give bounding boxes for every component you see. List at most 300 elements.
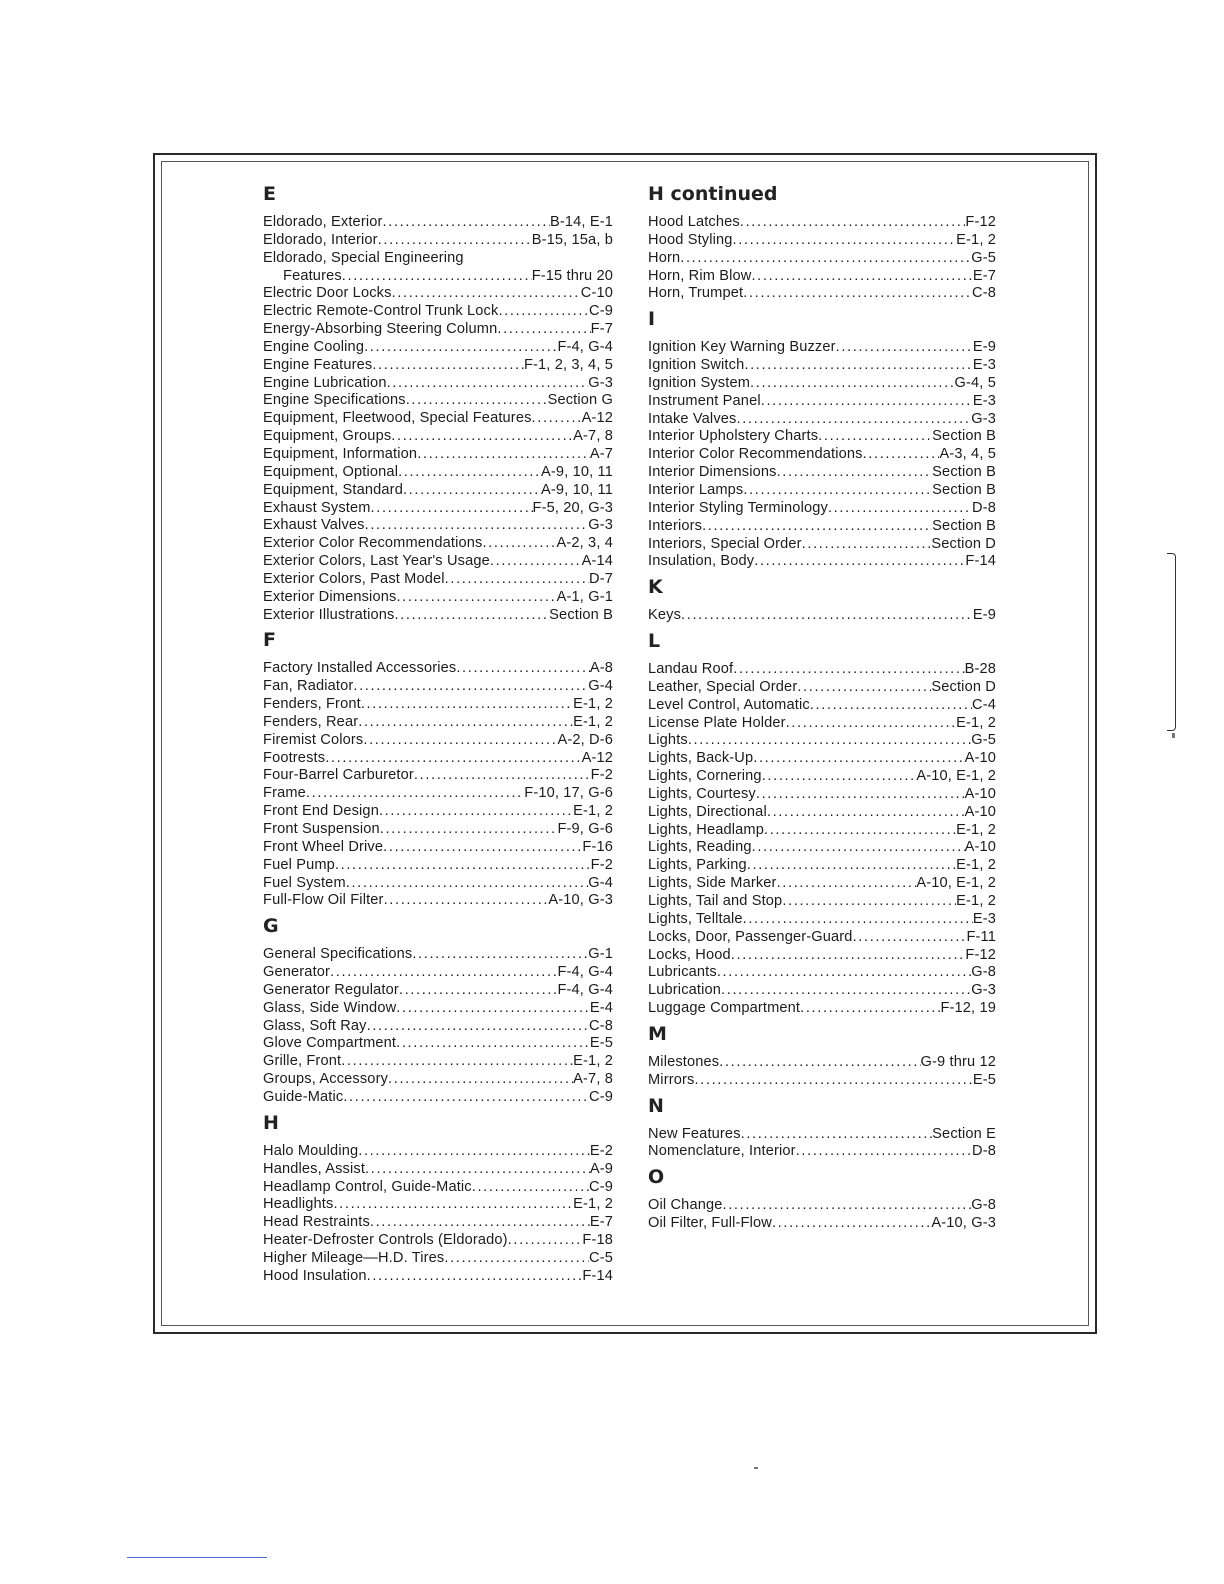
index-term: Glass, Side Window xyxy=(263,999,397,1016)
index-entry xyxy=(263,410,613,428)
index-entry xyxy=(263,357,613,375)
dot-leader xyxy=(365,1161,590,1179)
index-term: Handles, Assist xyxy=(263,1160,366,1177)
index-page-ref: Section D xyxy=(931,535,996,552)
section-letter-n: N xyxy=(648,1094,664,1117)
index-entry xyxy=(263,1089,613,1107)
index-page-ref: A-7 xyxy=(589,445,613,462)
index-page-ref: E-3 xyxy=(972,357,996,374)
index-term: Exterior Colors, Last Year's Usage xyxy=(263,553,490,570)
dot-leader xyxy=(772,1215,931,1233)
section-letter-o: O xyxy=(648,1166,665,1189)
index-page-ref: F-14 xyxy=(965,553,996,570)
scan-edge-line xyxy=(127,1557,267,1558)
index-entry xyxy=(263,268,613,286)
index-entry xyxy=(648,268,996,286)
index-page-ref: A-14 xyxy=(581,553,613,570)
index-term: Fenders, Rear xyxy=(263,713,359,730)
index-term: Grille, Front xyxy=(263,1053,342,1070)
index-term: Fuel Pump xyxy=(263,856,335,873)
index-term: Features xyxy=(283,267,342,284)
index-term: Interior Styling Terminology xyxy=(648,499,828,516)
index-entry xyxy=(648,446,996,464)
index-term: Interior Lamps xyxy=(648,481,744,498)
dot-leader xyxy=(802,536,932,554)
index-term: Lights, Telltale xyxy=(648,910,743,927)
dot-leader xyxy=(358,1143,590,1161)
index-page-ref: E-1, 2 xyxy=(573,803,613,820)
index-term: Exhaust Valves xyxy=(263,517,365,534)
index-page-ref: A-7, 8 xyxy=(573,1071,613,1088)
index-page-ref: F-10, 17, G-6 xyxy=(524,785,613,802)
index-entry xyxy=(263,1268,613,1286)
index-entry xyxy=(263,732,613,750)
index-page-ref: E-9 xyxy=(972,607,996,624)
index-term: Electric Door Locks xyxy=(263,285,392,302)
index-term: Engine Cooling xyxy=(263,338,365,355)
index-page-ref: E-1, 2 xyxy=(956,821,996,838)
dot-leader xyxy=(681,607,973,625)
index-term: Guide-Matic xyxy=(263,1088,344,1105)
index-page-ref: A-10 xyxy=(964,750,996,767)
index-page-ref: D-8 xyxy=(972,1143,996,1160)
index-page-ref: A-10, E-1, 2 xyxy=(916,875,996,892)
index-page-ref: F-11 xyxy=(966,928,996,945)
dot-leader xyxy=(836,339,973,357)
index-entry xyxy=(263,428,613,446)
dot-leader xyxy=(341,1053,573,1071)
dot-leader xyxy=(743,911,973,929)
index-page-ref: A-10, G-3 xyxy=(931,1215,996,1232)
index-term: Halo Moulding xyxy=(263,1142,359,1159)
index-term: Four-Barrel Carburetor xyxy=(263,767,414,784)
index-term: Interior Dimensions xyxy=(648,464,777,481)
dot-leader xyxy=(482,535,556,553)
dot-leader xyxy=(372,357,524,375)
index-entry xyxy=(263,1035,613,1053)
index-page-ref: E-1, 2 xyxy=(956,857,996,874)
index-entry xyxy=(648,964,996,982)
index-entry xyxy=(263,321,613,339)
index-page-ref: F-4, G-4 xyxy=(557,981,613,998)
index-page-ref: Section E xyxy=(932,1125,996,1142)
dot-leader xyxy=(743,285,972,303)
index-page-ref: A-2, 3, 4 xyxy=(556,535,613,552)
index-page-ref: C-4 xyxy=(972,696,996,713)
index-entry xyxy=(263,1179,613,1197)
dot-leader xyxy=(396,1035,590,1053)
index-term: Fan, Radiator xyxy=(263,678,354,695)
index-entry xyxy=(263,1214,613,1232)
dot-leader xyxy=(702,518,932,536)
dot-leader xyxy=(343,1089,589,1107)
index-entry xyxy=(263,517,613,535)
index-entry xyxy=(648,214,996,232)
index-term: Full-Flow Oil Filter xyxy=(263,892,384,909)
index-entry xyxy=(263,1000,613,1018)
index-page-ref: F-14 xyxy=(582,1267,613,1284)
index-term: Leather, Special Order xyxy=(648,678,798,695)
index-entry xyxy=(263,1143,613,1161)
dot-leader xyxy=(863,446,940,464)
index-entry xyxy=(648,1054,996,1072)
index-term: Exterior Colors, Past Model xyxy=(263,570,445,587)
dot-leader xyxy=(497,321,590,339)
index-entry xyxy=(648,1215,996,1233)
dot-leader xyxy=(828,500,972,518)
index-term: Interior Color Recommendations xyxy=(648,446,863,463)
index-entry xyxy=(648,250,996,268)
dot-leader xyxy=(818,428,932,446)
index-term: Interior Upholstery Charts xyxy=(648,428,819,445)
index-term: Equipment, Groups xyxy=(263,428,392,445)
dot-leader xyxy=(342,268,532,286)
index-page-ref: C-9 xyxy=(589,1178,613,1195)
dot-leader xyxy=(752,839,965,857)
margin-bracket-mark xyxy=(1167,553,1176,731)
index-entry xyxy=(263,1196,613,1214)
index-entry xyxy=(648,1197,996,1215)
index-term: Level Control, Automatic xyxy=(648,696,810,713)
index-entry xyxy=(648,911,996,929)
index-page-ref: G-3 xyxy=(971,410,996,427)
index-page-ref: E-7 xyxy=(972,267,996,284)
index-page-ref: G-4 xyxy=(588,874,613,891)
index-entry xyxy=(263,1161,613,1179)
dot-leader xyxy=(719,1054,920,1072)
index-entry xyxy=(648,1143,996,1161)
dot-leader xyxy=(764,822,956,840)
index-term: Lights, Side Marker xyxy=(648,875,777,892)
dot-leader xyxy=(731,947,966,965)
index-term: Exterior Color Recommendations xyxy=(263,535,483,552)
dot-leader xyxy=(498,303,589,321)
index-page-ref: Section B xyxy=(932,517,996,534)
index-entry xyxy=(263,785,613,803)
dot-leader xyxy=(782,893,956,911)
dot-leader xyxy=(733,232,957,250)
dot-leader xyxy=(391,428,573,446)
index-entry xyxy=(263,250,613,268)
index-page-ref: C-8 xyxy=(589,1017,613,1034)
index-entry xyxy=(648,786,996,804)
dot-leader xyxy=(387,375,589,393)
index-term: Ignition System xyxy=(648,374,751,391)
index-entry xyxy=(263,767,613,785)
index-term: Equipment, Optional xyxy=(263,463,399,480)
index-term: Front End Design xyxy=(263,803,379,820)
index-page-ref: E-4 xyxy=(589,999,613,1016)
section-letter-i: I xyxy=(648,308,656,331)
index-entry xyxy=(263,553,613,571)
dot-leader xyxy=(751,268,972,286)
index-entry xyxy=(648,464,996,482)
index-entry xyxy=(263,1053,613,1071)
index-entry xyxy=(263,875,613,893)
index-page-ref: F-7 xyxy=(590,321,613,338)
dot-leader xyxy=(532,410,582,428)
section-letter-h-continued: H continued xyxy=(648,183,778,205)
dot-leader xyxy=(472,1179,589,1197)
index-term: Lights, Directional xyxy=(648,803,767,820)
dot-leader xyxy=(754,553,965,571)
index-term: Equipment, Fleetwood, Special Features xyxy=(263,410,532,427)
index-page-ref: A-12 xyxy=(581,749,613,766)
index-entry xyxy=(648,553,996,571)
index-page-ref: B-28 xyxy=(964,661,996,678)
dot-leader xyxy=(398,464,541,482)
scan-speck xyxy=(754,1467,758,1469)
index-term: Headlamp Control, Guide-Matic xyxy=(263,1178,472,1195)
dot-leader xyxy=(723,1197,972,1215)
index-page-ref: A-9 xyxy=(589,1160,613,1177)
index-page-ref: G-1 xyxy=(588,946,613,963)
dot-leader xyxy=(333,1196,573,1214)
index-page-ref: F-16 xyxy=(582,838,613,855)
dot-leader xyxy=(747,857,956,875)
index-page-ref: G-5 xyxy=(971,732,996,749)
index-entry xyxy=(648,822,996,840)
dot-leader xyxy=(796,1143,972,1161)
index-term: Lights, Cornering xyxy=(648,768,762,785)
index-term: Landau Roof xyxy=(648,661,734,678)
index-page-ref: C-10 xyxy=(580,285,613,302)
index-page-ref: A-3, 4, 5 xyxy=(939,446,996,463)
index-entry xyxy=(648,1072,996,1090)
index-term: Groups, Accessory xyxy=(263,1071,389,1088)
dot-leader xyxy=(741,1126,933,1144)
dot-leader xyxy=(810,697,972,715)
index-entry xyxy=(263,892,613,910)
index-term: Horn, Rim Blow xyxy=(648,267,752,284)
index-term: Ignition Switch xyxy=(648,357,745,374)
index-page-ref: E-1, 2 xyxy=(573,713,613,730)
index-page-ref: Section B xyxy=(932,481,996,498)
index-term: Lubricants xyxy=(648,964,717,981)
index-entry xyxy=(263,482,613,500)
index-term: Oil Filter, Full-Flow xyxy=(648,1215,772,1232)
index-entry xyxy=(648,1000,996,1018)
dot-leader xyxy=(762,768,917,786)
index-page-ref: C-8 xyxy=(972,285,996,302)
index-page-ref: F-18 xyxy=(582,1232,613,1249)
index-entry xyxy=(648,1126,996,1144)
index-term: Engine Lubrication xyxy=(263,374,387,391)
dot-leader xyxy=(853,929,967,947)
dot-leader xyxy=(797,679,931,697)
index-entry xyxy=(648,285,996,303)
index-entry xyxy=(263,1250,613,1268)
index-entry xyxy=(648,428,996,446)
index-page-ref: E-9 xyxy=(972,339,996,356)
index-entry xyxy=(648,482,996,500)
dot-leader xyxy=(367,1018,589,1036)
index-entry xyxy=(263,589,613,607)
index-term: Luggage Compartment xyxy=(648,1000,801,1017)
index-term: Lights, Back-Up xyxy=(648,750,754,767)
index-page-ref: D-8 xyxy=(972,499,996,516)
index-term: Engine Features xyxy=(263,356,373,373)
dot-leader xyxy=(379,803,573,821)
index-term: Nomenclature, Interior xyxy=(648,1143,796,1160)
dot-leader xyxy=(335,857,591,875)
index-entry xyxy=(648,518,996,536)
dot-leader xyxy=(490,553,582,571)
index-term: Milestones xyxy=(648,1053,720,1070)
dot-leader xyxy=(680,250,971,268)
index-term: Intake Valves xyxy=(648,410,737,427)
index-page-ref: G-3 xyxy=(588,517,613,534)
index-entry xyxy=(263,678,613,696)
dot-leader xyxy=(721,982,971,1000)
index-entry xyxy=(263,857,613,875)
dot-leader xyxy=(761,393,973,411)
index-term: Lights, Tail and Stop xyxy=(648,893,783,909)
dot-leader xyxy=(750,375,955,393)
index-entry xyxy=(648,732,996,750)
index-column-right xyxy=(648,176,996,1233)
dot-leader xyxy=(694,1072,972,1090)
index-page-ref: E-1, 2 xyxy=(573,1053,613,1070)
index-entry xyxy=(648,750,996,768)
dot-leader xyxy=(800,1000,940,1018)
index-entry xyxy=(263,946,613,964)
index-page-ref: E-1, 2 xyxy=(573,696,613,713)
index-entry xyxy=(648,607,996,625)
index-entry xyxy=(263,607,613,625)
section-letter-h: H xyxy=(263,1111,279,1134)
index-entry xyxy=(263,803,613,821)
index-term: Interiors xyxy=(648,517,703,534)
index-entry xyxy=(263,500,613,518)
dot-leader xyxy=(306,785,524,803)
index-page-ref: F-1, 2, 3, 4, 5 xyxy=(523,356,613,373)
index-page-ref: F-4, G-4 xyxy=(557,964,613,981)
index-page-ref: F-2 xyxy=(590,856,613,873)
index-entry xyxy=(263,339,613,357)
dot-leader xyxy=(456,660,589,678)
index-page-ref: Section B xyxy=(932,464,996,481)
index-term: Lights, Headlamp xyxy=(648,821,764,838)
dot-leader xyxy=(688,732,971,750)
index-entry xyxy=(263,214,613,232)
index-page-ref: G-8 xyxy=(971,1197,996,1214)
index-page-ref: F-5, 20, G-3 xyxy=(532,499,613,516)
index-term: Headlights xyxy=(263,1196,334,1213)
index-term: Lights, Parking xyxy=(648,857,747,874)
index-entry xyxy=(648,661,996,679)
dot-leader xyxy=(365,517,589,535)
dot-leader xyxy=(403,482,541,500)
index-term: Head Restraints xyxy=(263,1214,370,1231)
index-page-ref: A-7, 8 xyxy=(573,428,613,445)
index-entry xyxy=(263,964,613,982)
index-entry xyxy=(263,375,613,393)
index-term: Front Wheel Drive xyxy=(263,838,384,855)
dot-leader xyxy=(370,1214,590,1232)
dot-leader xyxy=(380,821,558,839)
index-term: Hood Latches xyxy=(648,214,740,230)
index-term: Equipment, Information xyxy=(263,445,418,462)
index-term: Eldorado, Interior xyxy=(263,231,378,248)
dot-leader xyxy=(388,1071,573,1089)
index-entry xyxy=(648,875,996,893)
index-page-ref: Section D xyxy=(931,678,996,695)
index-page-ref: F-12 xyxy=(965,946,996,963)
index-page-ref: E-3 xyxy=(972,392,996,409)
index-page-ref: G-3 xyxy=(588,374,613,391)
index-term: Glove Compartment xyxy=(263,1035,397,1052)
index-page-ref: C-5 xyxy=(589,1249,613,1266)
dot-leader xyxy=(733,661,964,679)
index-term: Keys xyxy=(648,607,682,624)
index-page-ref: G-4, 5 xyxy=(954,374,996,391)
dot-leader xyxy=(414,767,591,785)
index-term: Exterior Illustrations xyxy=(263,606,395,623)
index-page-ref: E-1, 2 xyxy=(573,1196,613,1213)
index-term: Heater-Defroster Controls (Eldorado) xyxy=(263,1232,508,1249)
index-page-ref: C-9 xyxy=(589,303,613,320)
index-entry xyxy=(263,1232,613,1250)
index-entry xyxy=(648,947,996,965)
index-page-ref: E-1, 2 xyxy=(956,714,996,731)
index-term: Engine Specifications xyxy=(263,392,406,409)
index-entry xyxy=(263,571,613,589)
index-term: Factory Installed Accessories xyxy=(263,660,457,677)
index-entry xyxy=(263,696,613,714)
index-term: Generator xyxy=(263,964,331,981)
dot-leader xyxy=(756,786,965,804)
section-letter-m: M xyxy=(648,1022,667,1045)
index-term: Interiors, Special Order xyxy=(648,535,802,552)
dot-leader xyxy=(353,678,588,696)
index-page-ref: A-10 xyxy=(964,803,996,820)
index-term: Horn xyxy=(648,249,681,266)
index-term: Insulation, Body xyxy=(648,553,755,570)
index-page-ref: E-1, 2 xyxy=(956,231,996,248)
index-entry xyxy=(648,411,996,429)
index-page-ref: C-9 xyxy=(589,1088,613,1105)
dot-leader xyxy=(363,732,557,750)
index-page-ref: A-10 xyxy=(964,839,996,856)
index-entry xyxy=(263,714,613,732)
index-page-ref: A-12 xyxy=(581,410,613,427)
index-term: Exhaust System xyxy=(263,499,371,516)
dot-leader xyxy=(777,464,933,482)
dot-leader xyxy=(417,446,590,464)
index-term: License Plate Holder xyxy=(648,714,786,731)
index-entry xyxy=(648,357,996,375)
index-page-ref: F-15 thru 20 xyxy=(531,267,613,284)
dot-leader xyxy=(777,875,917,893)
index-entry xyxy=(648,500,996,518)
index-entry xyxy=(263,464,613,482)
index-entry xyxy=(648,393,996,411)
index-term: Ignition Key Warning Buzzer xyxy=(648,339,836,356)
index-page-ref: A-9, 10, 11 xyxy=(541,463,613,480)
index-term: Frame xyxy=(263,785,306,802)
index-page-ref: A-8 xyxy=(589,660,613,677)
index-term: Generator Regulator xyxy=(263,981,399,998)
index-page-ref: A-10, E-1, 2 xyxy=(916,768,996,785)
index-term: Lubrication xyxy=(648,982,722,999)
index-page-ref: Section B xyxy=(549,606,613,623)
dot-leader xyxy=(717,964,971,982)
dot-leader xyxy=(406,392,548,410)
index-page-ref: A-9, 10, 11 xyxy=(541,481,613,498)
index-page-ref: F-9, G-6 xyxy=(557,821,613,837)
index-page-ref: E-5 xyxy=(972,1071,996,1088)
